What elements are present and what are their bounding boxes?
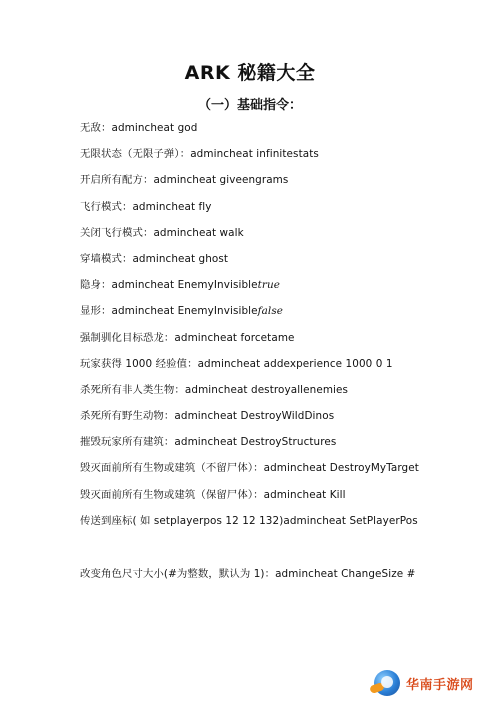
command-item — [80, 356, 480, 382]
command-code: admincheat ghost — [132, 252, 229, 265]
command-code: admincheat fly — [132, 200, 212, 213]
command-item — [80, 303, 480, 329]
command-label: 强制驯化目标恐龙： — [80, 331, 175, 344]
command-label: 无限状态（无限子弹）： — [80, 148, 191, 161]
command-argument: false — [257, 305, 284, 318]
command-label: 关闭飞行模式： — [80, 226, 154, 239]
command-item — [80, 382, 480, 408]
command-item — [80, 434, 480, 460]
command-label: 杀死所有野生动物： — [80, 410, 175, 423]
command-code: admincheat god — [111, 122, 198, 134]
command-item — [80, 146, 480, 172]
command-code: admincheat SetPlayerPos — [283, 514, 418, 527]
command-label: 穿墙模式： — [80, 252, 133, 265]
command-code: admincheat giveengrams — [153, 174, 289, 187]
command-code: admincheat forcetame — [174, 331, 295, 344]
watermark-text: 华南手游网 — [406, 677, 474, 693]
command-label: 毁灭面前所有生物或建筑（不留尸体）： — [80, 462, 264, 475]
section-heading: （一）基础指令： — [197, 98, 302, 113]
command-code: admincheat ChangeSize # — [275, 568, 416, 580]
command-code: admincheat DestroyWildDinos — [174, 410, 335, 423]
command-code: admincheat EnemyInvisible — [111, 305, 258, 318]
page-title: ARK 秘籍大全 — [184, 62, 316, 84]
command-label: 无敌： — [80, 122, 112, 134]
command-label: 开启所有配方： — [80, 174, 154, 187]
command-code: admincheat infinitestats — [190, 148, 319, 161]
command-list — [80, 120, 480, 539]
command-label: 传送到座标( 如 setplayerpos 12 12 132) — [80, 514, 284, 527]
command-label: 隐身： — [80, 279, 112, 292]
command-label: 杀死所有非人类生物： — [80, 383, 185, 396]
command-code: admincheat destroyallenemies — [184, 383, 349, 396]
command-item — [80, 330, 480, 356]
watermark — [374, 669, 486, 697]
command-item — [80, 487, 480, 513]
command-item — [80, 513, 480, 539]
command-item — [80, 172, 480, 198]
globe-logo-icon — [374, 670, 400, 696]
command-code: admincheat EnemyInvisible — [111, 279, 258, 292]
command-item-change-size — [80, 566, 416, 582]
command-label: 改变角色尺寸大小(#为整数，默认为 1)： — [80, 568, 276, 580]
command-item — [80, 408, 480, 434]
command-item — [80, 120, 480, 146]
command-code: admincheat DestroyMyTarget — [263, 462, 419, 475]
command-item — [80, 199, 480, 225]
command-label: 毁灭面前所有生物或建筑（保留尸体）： — [80, 488, 264, 501]
command-item — [80, 251, 480, 277]
command-item — [80, 460, 480, 486]
command-code: admincheat DestroyStructures — [174, 436, 337, 449]
command-label: 飞行模式： — [80, 200, 133, 213]
command-label: 玩家获得 1000 经验值： — [80, 357, 198, 370]
command-code: admincheat addexperience 1000 0 1 — [197, 357, 393, 370]
command-label: 摧毁玩家所有建筑： — [80, 436, 175, 449]
command-label: 显形： — [80, 305, 112, 318]
command-code: admincheat walk — [153, 226, 244, 239]
command-argument: true — [257, 279, 281, 292]
command-code: admincheat Kill — [263, 488, 346, 501]
command-item — [80, 277, 480, 303]
command-item — [80, 225, 480, 251]
